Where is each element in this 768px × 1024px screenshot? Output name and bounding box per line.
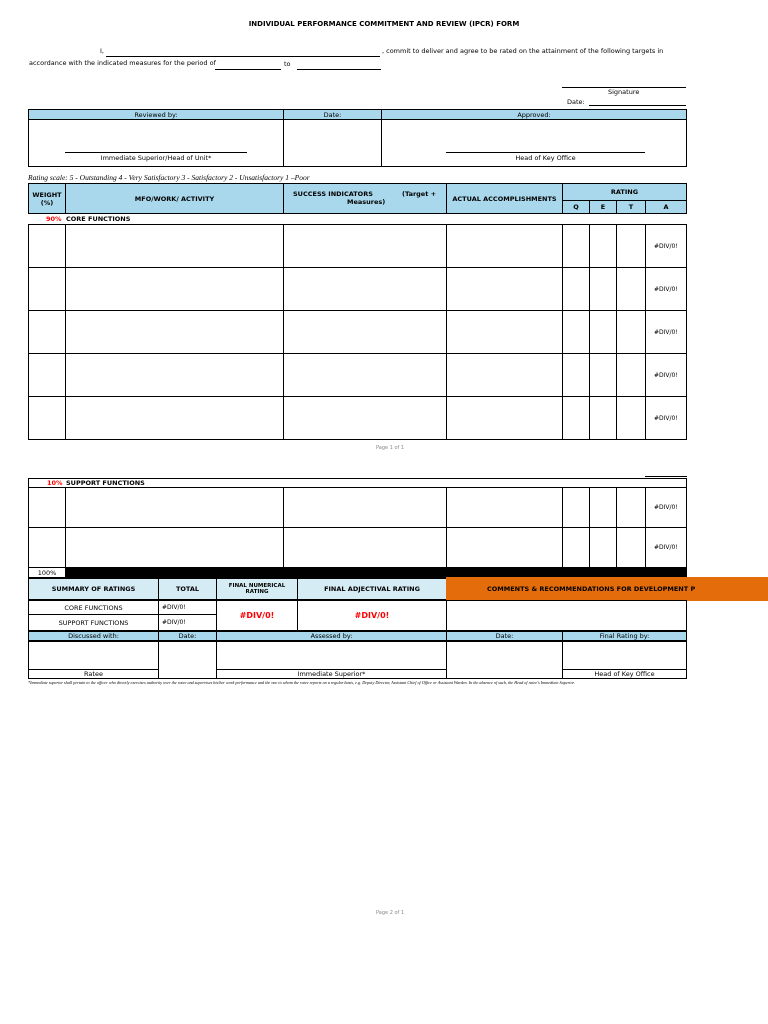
signoff-date2-cell[interactable] <box>446 641 563 679</box>
name-field[interactable] <box>106 48 380 57</box>
support-functions-label: SUPPORT FUNCTIONS <box>66 479 145 487</box>
support-weight-cell[interactable] <box>28 487 66 528</box>
final-adjectival-header: FINAL ADJECTIVAL RATING <box>297 578 447 600</box>
discussed-with-header: Discussed with: <box>28 631 159 641</box>
rating-scale: Rating scale: 5 - Outstanding 4 - Very Satisfactory 3 - Satisfactory 2 - Unsatisfactory 1 –Poor <box>28 173 310 182</box>
page-marker-2: Page 2 of 1 <box>376 910 405 916</box>
final-numerical-value: #DIV/0! <box>216 600 298 631</box>
core-rating-t-cell[interactable] <box>616 310 646 354</box>
support-rating-e-cell[interactable] <box>589 487 617 528</box>
reviewed-by-header: Reviewed by: <box>28 109 284 120</box>
core-weight-cell[interactable] <box>28 224 66 268</box>
core-rating-t-cell[interactable] <box>616 267 646 311</box>
summary-support-total: #DIV/0! <box>162 619 186 626</box>
core-rating-t-cell[interactable] <box>616 353 646 397</box>
discussed-with-cell[interactable] <box>28 641 159 670</box>
assessed-by-cell[interactable] <box>216 641 447 670</box>
comments-header: COMMENTS & RECOMMENDATIONS FOR DEVELOPMENT P <box>446 577 768 601</box>
core-accomplishment-cell[interactable] <box>446 310 563 354</box>
core-average-value: #DIV/0! <box>654 415 678 422</box>
core-rating-a-cell <box>645 396 687 440</box>
support-rating-e-cell[interactable] <box>589 527 617 568</box>
period-end-field[interactable] <box>297 61 381 70</box>
summary-support-total-cell <box>158 614 217 631</box>
intro-to-text: to <box>284 60 291 68</box>
intro-period-text: accordance with the indicated measures for the period of <box>29 59 216 67</box>
core-accomplishment-cell[interactable] <box>446 224 563 268</box>
support-success-indicator-cell[interactable] <box>283 527 447 568</box>
final-numerical-header: FINAL NUMERICAL RATING <box>216 578 298 600</box>
core-functions-label: CORE FUNCTIONS <box>66 215 131 223</box>
support-weight-cell[interactable] <box>28 527 66 568</box>
final-rating-by-header: Final Rating by: <box>562 631 687 641</box>
core-rating-t-cell[interactable] <box>616 224 646 268</box>
summary-of-ratings-header: SUMMARY OF RATINGS <box>28 578 159 600</box>
support-accomplishment-cell[interactable] <box>446 487 563 528</box>
comments-cell[interactable] <box>446 600 687 631</box>
core-rating-q-cell[interactable] <box>562 267 590 311</box>
signature-label: Signature <box>608 88 640 96</box>
actual-accomplishments-header: ACTUAL ACCOMPLISHMENTS <box>446 183 563 214</box>
superior-sign-line <box>65 152 247 153</box>
core-success-indicator-cell[interactable] <box>283 310 447 354</box>
core-success-indicator-cell[interactable] <box>283 224 447 268</box>
core-weight-cell[interactable] <box>28 396 66 440</box>
weight-header: WEIGHT (%) <box>28 183 66 214</box>
core-mfo-cell[interactable] <box>65 267 284 311</box>
head-key-office-label: Head of Key Office <box>515 154 576 162</box>
form-title: INDIVIDUAL PERFORMANCE COMMITMENT AND REVIEW (IPCR) FORM <box>248 20 520 28</box>
core-success-indicator-cell[interactable] <box>283 267 447 311</box>
core-mfo-cell[interactable] <box>65 224 284 268</box>
mfo-header: MFO/WORK/ ACTIVITY <box>65 183 284 214</box>
support-rating-a-cell <box>645 487 687 528</box>
total-header: TOTAL <box>158 578 217 600</box>
head-sign-line <box>446 152 645 153</box>
support-average-value: #DIV/0! <box>654 544 678 551</box>
rating-a-header: A <box>645 200 687 214</box>
summary-core-total: #DIV/0! <box>162 604 186 611</box>
ratee-label: Ratee <box>28 669 159 679</box>
signoff-date2-header: Date: <box>446 631 563 641</box>
core-rating-e-cell[interactable] <box>589 396 617 440</box>
date-label: Date: <box>567 98 585 106</box>
core-rating-q-cell[interactable] <box>562 396 590 440</box>
support-rating-a-cell <box>645 527 687 568</box>
core-rating-t-cell[interactable] <box>616 396 646 440</box>
review-date-header: Date: <box>283 109 382 120</box>
signoff-head-key-office-label: Head of Key Office <box>562 669 687 679</box>
core-rating-e-cell[interactable] <box>589 310 617 354</box>
core-accomplishment-cell[interactable] <box>446 353 563 397</box>
final-adjectival-value: #DIV/0! <box>297 600 447 631</box>
core-rating-q-cell[interactable] <box>562 353 590 397</box>
core-success-indicator-cell[interactable] <box>283 353 447 397</box>
rating-header: RATING <box>562 183 687 201</box>
signoff-date1-header: Date: <box>158 631 217 641</box>
support-rating-t-cell[interactable] <box>616 527 646 568</box>
final-rating-by-cell[interactable] <box>562 641 687 670</box>
support-average-value: #DIV/0! <box>654 504 678 511</box>
immediate-superior-label: Immediate Superior/Head of Unit* <box>100 154 212 162</box>
support-rating-q-cell[interactable] <box>562 487 590 528</box>
summary-core-total-cell <box>158 600 217 615</box>
rating-e-header: E <box>589 200 617 214</box>
core-average-value: #DIV/0! <box>654 243 678 250</box>
total-weight: 100% <box>28 567 66 578</box>
assessed-by-header: Assessed by: <box>216 631 447 641</box>
core-accomplishment-cell[interactable] <box>446 396 563 440</box>
core-average-value: #DIV/0! <box>654 372 678 379</box>
rating-q-header: Q <box>562 200 590 214</box>
period-start-field[interactable] <box>215 61 281 70</box>
core-rating-q-cell[interactable] <box>562 224 590 268</box>
core-rating-a-cell <box>645 267 687 311</box>
core-mfo-cell[interactable] <box>65 396 284 440</box>
support-accomplishment-cell[interactable] <box>446 527 563 568</box>
core-rating-q-cell[interactable] <box>562 310 590 354</box>
date-field[interactable] <box>589 97 686 106</box>
signoff-immediate-superior-label: Immediate Superior* <box>216 669 447 679</box>
success-indicators-header <box>283 183 447 214</box>
support-mfo-cell[interactable] <box>65 487 284 528</box>
core-average-value: #DIV/0! <box>654 286 678 293</box>
success-c: Measures) <box>347 198 386 206</box>
core-rating-a-cell <box>645 353 687 397</box>
core-rating-e-cell[interactable] <box>589 353 617 397</box>
support-success-indicator-cell[interactable] <box>283 487 447 528</box>
signoff-date1-cell[interactable] <box>158 641 217 679</box>
review-date-cell[interactable] <box>283 119 382 167</box>
summary-support-label: SUPPORT FUNCTIONS <box>28 614 159 631</box>
core-mfo-cell[interactable] <box>65 353 284 397</box>
success-b: (Target + <box>402 190 437 198</box>
footnote: *Immediate superior shall pertain to the officer who directly exercises authority over the ratee and supervises his/her work performance and the one to whom the ratee reports on a regular basis, e.g. Deputy Director, Assistant Chief of Office or Assistant Warden. In the absence of such, the Head of ratee's Immediate Superior. <box>28 680 575 685</box>
approved-header: Approved: <box>381 109 687 120</box>
intro-commit-text: , commit to deliver and agree to be rated on the attainment of the following targets in <box>382 47 664 55</box>
core-rating-e-cell[interactable] <box>589 224 617 268</box>
rating-t-header: T <box>616 200 646 214</box>
success-a: SUCCESS INDICATORS <box>293 190 373 198</box>
core-weight-cell[interactable] <box>28 353 66 397</box>
support-rating-q-cell[interactable] <box>562 527 590 568</box>
intro-i: I, <box>100 47 104 55</box>
support-mfo-cell[interactable] <box>65 527 284 568</box>
core-rating-a-cell <box>645 310 687 354</box>
summary-core-label: CORE FUNCTIONS <box>28 600 159 615</box>
core-rating-a-cell <box>645 224 687 268</box>
page-marker-1: Page 1 of 1 <box>376 445 405 451</box>
core-average-value: #DIV/0! <box>654 329 678 336</box>
core-accomplishment-cell[interactable] <box>446 267 563 311</box>
support-weight: 10% <box>47 479 63 487</box>
core-rating-e-cell[interactable] <box>589 267 617 311</box>
core-success-indicator-cell[interactable] <box>283 396 447 440</box>
core-weight: 90% <box>46 215 62 223</box>
core-weight-cell[interactable] <box>28 267 66 311</box>
core-mfo-cell[interactable] <box>65 310 284 354</box>
core-weight-cell[interactable] <box>28 310 66 354</box>
support-rating-t-cell[interactable] <box>616 487 646 528</box>
page2-top-line <box>645 476 687 477</box>
